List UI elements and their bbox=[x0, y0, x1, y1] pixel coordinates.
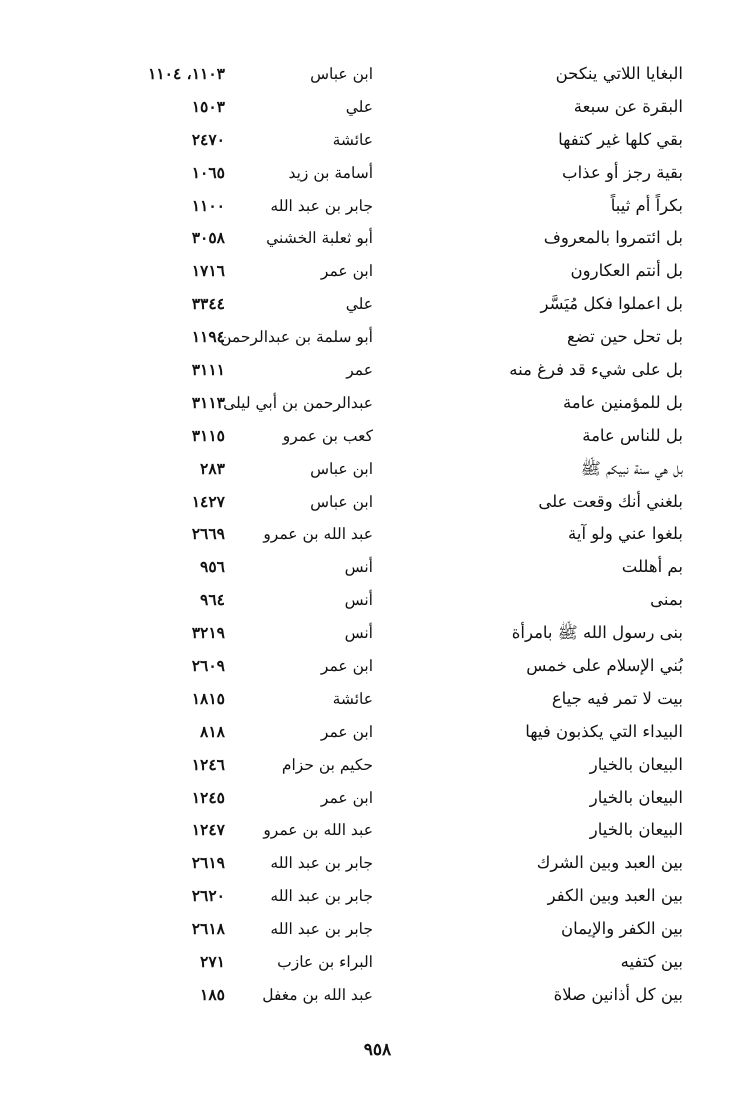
narrator-name: ابن عباس bbox=[310, 492, 373, 511]
hadith-phrase: البيعان بالخيار bbox=[589, 787, 683, 807]
hadith-number: ١٨٥ bbox=[200, 984, 225, 1004]
hadith-number: ٢٦٦٩ bbox=[191, 524, 225, 544]
hadith-phrase: البقرة عن سبعة bbox=[573, 96, 683, 116]
narrator-name: ابن عباس bbox=[310, 65, 373, 83]
index-row bbox=[0, 584, 755, 617]
hadith-phrase: بلغوا عني ولو آية bbox=[568, 524, 683, 544]
narrator-name: عمر bbox=[346, 361, 373, 380]
hadith-phrase: بمنى bbox=[650, 590, 683, 610]
hadith-number: ١٤٢٧ bbox=[191, 491, 225, 511]
hadith-number: ١١٠٣، ١١٠٤ bbox=[147, 64, 225, 83]
narrator-name: عبد الله بن عمرو bbox=[263, 525, 373, 544]
hadith-number: ١٢٤٥ bbox=[191, 787, 225, 807]
index-row bbox=[0, 979, 755, 1012]
hadith-phrase: بين العبد وبين الكفر bbox=[547, 886, 683, 906]
hadith-number: ١٨١٥ bbox=[191, 688, 225, 708]
hadith-phrase: بقية رجز أو عذاب bbox=[562, 162, 683, 182]
hadith-phrase: بل على شيء قد فرغ منه bbox=[509, 360, 683, 380]
index-row bbox=[0, 650, 755, 683]
index-row bbox=[0, 880, 755, 913]
index-row bbox=[0, 124, 755, 157]
index-row bbox=[0, 716, 755, 749]
narrator-name: عبد الله بن مغفل bbox=[262, 985, 373, 1004]
hadith-phrase: بكراً أم ثيباً bbox=[610, 195, 683, 215]
hadith-phrase: بل تحل حين تضع bbox=[567, 327, 683, 347]
index-row bbox=[0, 518, 755, 551]
hadith-phrase: البيداء التي يكذبون فيها bbox=[525, 721, 683, 741]
index-row bbox=[0, 749, 755, 782]
narrator-name: ابن عمر bbox=[320, 262, 373, 281]
hadith-number: ١٢٤٧ bbox=[191, 820, 225, 840]
hadith-number: ١٠٦٥ bbox=[191, 162, 225, 182]
index-row bbox=[0, 91, 755, 124]
hadith-number: ٣١١٣ bbox=[191, 392, 225, 412]
hadith-number: ٣٠٥٨ bbox=[191, 228, 225, 248]
hadith-phrase: بقي كلها غير كتفها bbox=[558, 129, 683, 149]
hadith-phrase: بنى رسول الله ﷺ بامرأة bbox=[511, 623, 683, 643]
hadith-number: ٩٦٤ bbox=[200, 590, 225, 610]
index-row bbox=[0, 321, 755, 354]
hadith-number: ٣١١١ bbox=[191, 360, 225, 380]
narrator-name: كعب بن عمرو bbox=[282, 426, 373, 445]
narrator-name: عبدالرحمن بن أبي ليلى bbox=[223, 393, 373, 412]
hadith-number: ٢٦٠٩ bbox=[191, 656, 225, 676]
narrator-name: أنس bbox=[344, 558, 373, 577]
hadith-number: ٣٢١٩ bbox=[191, 623, 225, 643]
index-row bbox=[0, 420, 755, 453]
hadith-number: ٣٣٤٤ bbox=[191, 294, 225, 314]
index-row bbox=[0, 946, 755, 979]
hadith-number: ١٢٤٦ bbox=[191, 754, 225, 774]
hadith-phrase: البيعان بالخيار bbox=[589, 754, 683, 774]
hadith-phrase: بل اعملوا فكل مُيَسَّر bbox=[540, 294, 683, 314]
narrator-name: أسامة بن زيد bbox=[288, 163, 373, 182]
hadith-number: ٢٦٢٠ bbox=[191, 886, 225, 906]
index-row bbox=[0, 847, 755, 880]
index-row bbox=[0, 255, 755, 288]
index-row bbox=[0, 486, 755, 519]
hadith-phrase: بل هي سنة نبيكم ﷺ bbox=[580, 458, 683, 478]
narrator-name: حكيم بن حزام bbox=[281, 755, 373, 774]
hadith-phrase: البغايا اللاتي ينكحن bbox=[555, 64, 683, 83]
narrator-name: أبو سلمة بن عبدالرحمن bbox=[220, 328, 373, 347]
hadith-number: ٢٨٣ bbox=[200, 458, 225, 478]
hadith-number: ٢٤٧٠ bbox=[191, 129, 225, 149]
index-row bbox=[0, 782, 755, 815]
index-row bbox=[0, 222, 755, 255]
index-row bbox=[0, 157, 755, 190]
hadith-number: ٢٦١٩ bbox=[191, 853, 225, 873]
narrator-name: البراء بن عازب bbox=[277, 953, 373, 972]
index-row bbox=[0, 617, 755, 650]
hadith-number: ١٥٠٣ bbox=[191, 96, 225, 116]
hadith-phrase: بين الكفر والإيمان bbox=[560, 919, 683, 939]
hadith-number: ١١٠٠ bbox=[191, 195, 225, 215]
narrator-name: أنس bbox=[344, 624, 373, 643]
hadith-number: ١١٩٤ bbox=[191, 327, 225, 347]
hadith-phrase: البيعان بالخيار bbox=[589, 820, 683, 840]
hadith-phrase: بين كتفيه bbox=[620, 952, 683, 972]
hadith-phrase: بم أهللت bbox=[621, 557, 683, 577]
index-row bbox=[0, 288, 755, 321]
narrator-name: ابن عمر bbox=[320, 722, 373, 741]
hadith-number: ٢٧١ bbox=[200, 952, 225, 972]
index-row bbox=[0, 190, 755, 223]
hadith-index-list bbox=[0, 58, 755, 1012]
narrator-name: ابن عباس bbox=[310, 459, 373, 478]
narrator-name: جابر بن عبد الله bbox=[270, 196, 373, 215]
hadith-phrase: بلغني أنك وقعت على bbox=[538, 491, 683, 511]
hadith-phrase: بين العبد وبين الشرك bbox=[536, 853, 683, 873]
index-row bbox=[0, 913, 755, 946]
index-row bbox=[0, 453, 755, 486]
hadith-phrase: بُني الإسلام على خمس bbox=[526, 656, 683, 676]
hadith-number: ١٧١٦ bbox=[191, 261, 225, 281]
hadith-phrase: بل ائتمروا بالمعروف bbox=[543, 228, 683, 248]
narrator-name: علي bbox=[345, 295, 373, 314]
hadith-number: ٨١٨ bbox=[200, 721, 225, 741]
index-row bbox=[0, 683, 755, 716]
index-row bbox=[0, 354, 755, 387]
index-row bbox=[0, 58, 755, 91]
hadith-phrase: بل للناس عامة bbox=[582, 425, 683, 445]
narrator-name: أنس bbox=[344, 591, 373, 610]
narrator-name: ابن عمر bbox=[320, 657, 373, 676]
narrator-name: أبو ثعلبة الخشني bbox=[266, 229, 373, 248]
page-number: ٩٥٨ bbox=[363, 1040, 392, 1060]
narrator-name: عائشة bbox=[332, 130, 373, 149]
index-row bbox=[0, 551, 755, 584]
narrator-name: عبد الله بن عمرو bbox=[263, 821, 373, 840]
hadith-phrase: بين كل أذانين صلاة bbox=[553, 984, 683, 1004]
hadith-phrase: بيت لا تمر فيه جياع bbox=[551, 688, 683, 708]
hadith-phrase: بل أنتم العكارون bbox=[570, 261, 683, 281]
hadith-phrase: بل للمؤمنين عامة bbox=[562, 392, 683, 412]
index-row bbox=[0, 814, 755, 847]
narrator-name: عائشة bbox=[332, 689, 373, 708]
narrator-name: ابن عمر bbox=[320, 788, 373, 807]
narrator-name: جابر بن عبد الله bbox=[270, 854, 373, 873]
hadith-number: ٩٥٦ bbox=[200, 557, 225, 577]
narrator-name: جابر بن عبد الله bbox=[270, 920, 373, 939]
index-row bbox=[0, 387, 755, 420]
narrator-name: علي bbox=[345, 97, 373, 116]
narrator-name: جابر بن عبد الله bbox=[270, 887, 373, 906]
hadith-number: ٢٦١٨ bbox=[191, 919, 225, 939]
hadith-number: ٣١١٥ bbox=[191, 425, 225, 445]
